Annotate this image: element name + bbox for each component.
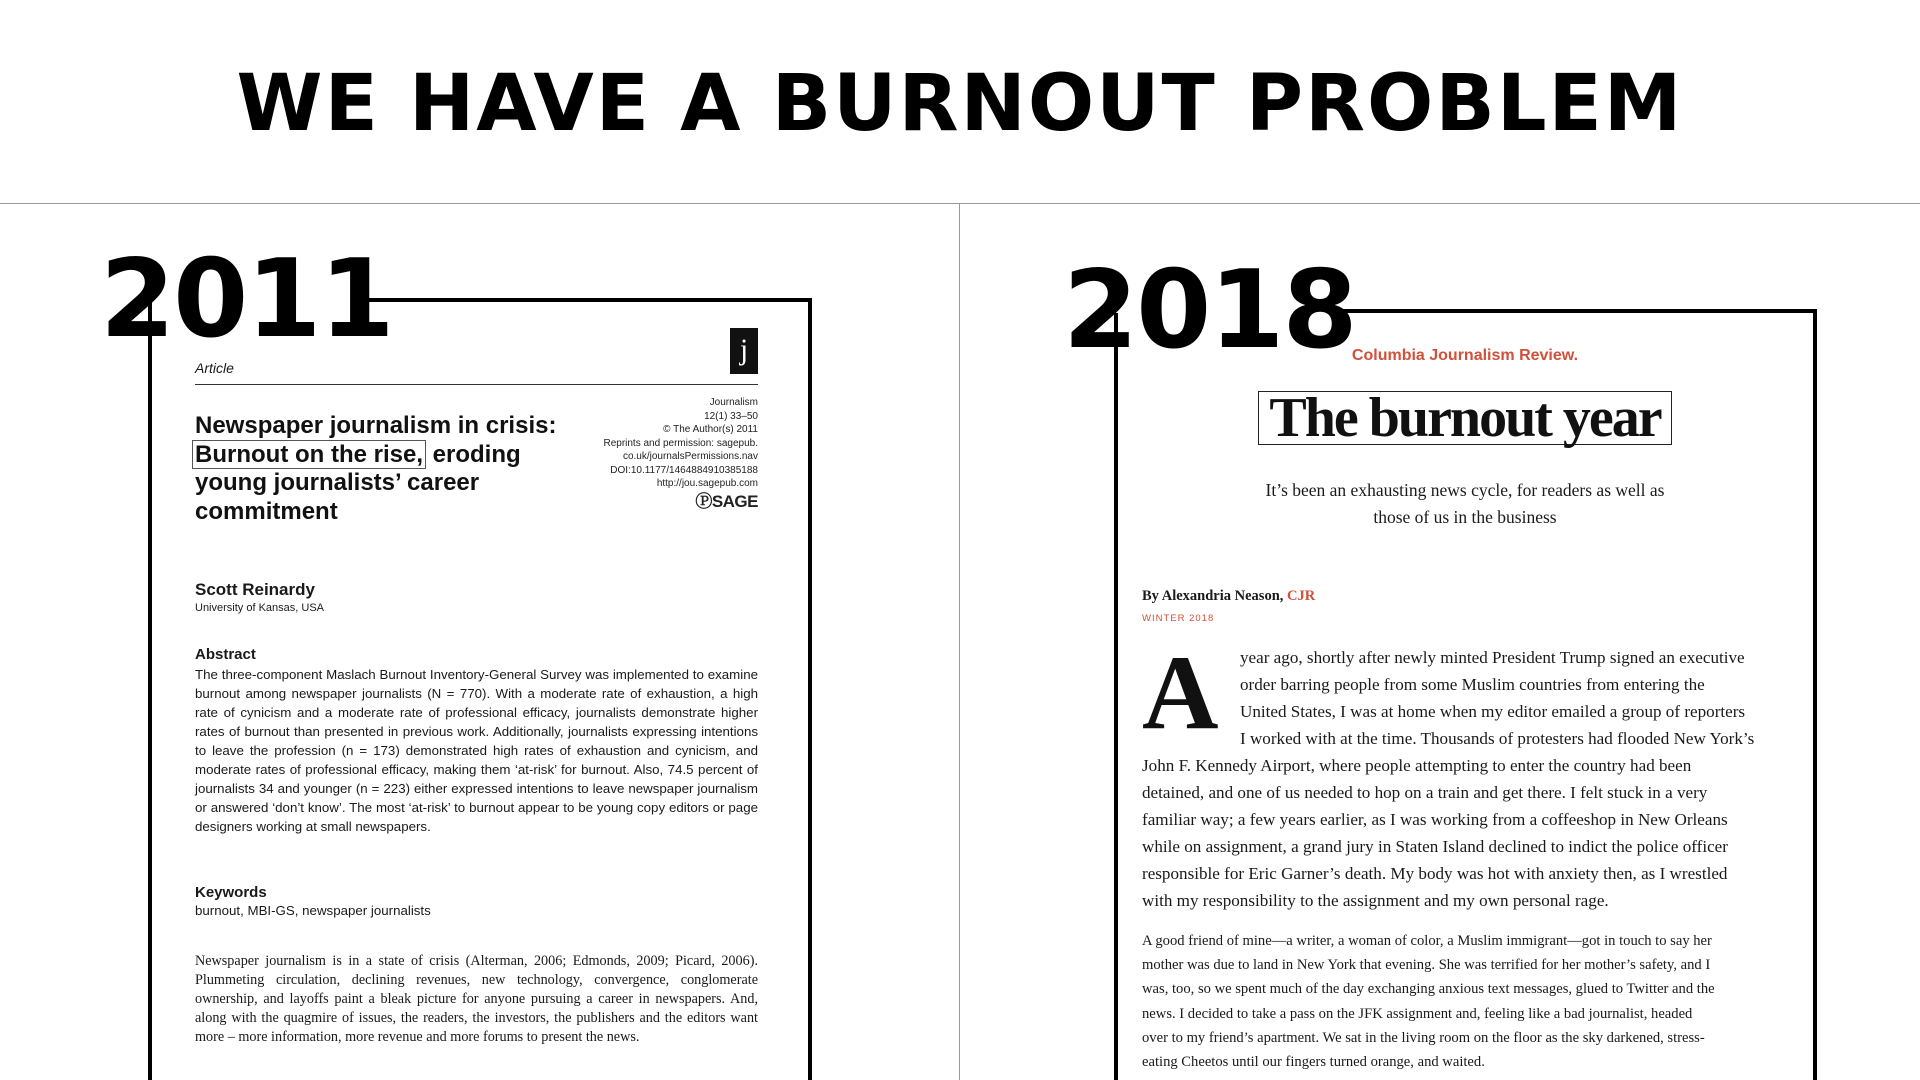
article-dek: It’s been an exhausting news cycle, for readers as well as those of us in the business xyxy=(1265,480,1665,527)
year-2011: 2011 xyxy=(100,237,393,362)
horizontal-divider xyxy=(0,203,1920,204)
byline xyxy=(1142,588,1315,605)
issue-date: WINTER 2018 xyxy=(1142,613,1215,624)
byline-author: By Alexandria Neason, xyxy=(1142,588,1288,604)
publisher-logo xyxy=(558,491,758,513)
paper-top-rule xyxy=(195,384,758,385)
body-line: familiar way; a few years earlier, as I was working from a coffeeshop in New Orleans xyxy=(1142,810,1728,829)
body-line: year ago, shortly after newly minted President Trump signed an executive xyxy=(1240,648,1745,667)
body-line: detained, and one of us needed to hop on a train and get there. I felt stuck in a very xyxy=(1142,783,1708,802)
body-line: eating Cheetos until our fingers turned orange, and waited. xyxy=(1142,1054,1485,1071)
body-line: I worked with at the time. Thousands of protesters had flooded New York’s xyxy=(1240,729,1755,748)
body-line: John F. Kennedy Airport, where people attempting to enter the country had been xyxy=(1142,756,1692,775)
title-line: commitment xyxy=(195,497,338,525)
meta-line: Reprints and permission: sagepub. xyxy=(603,437,758,449)
title-line: eroding xyxy=(426,440,521,468)
drop-cap: A xyxy=(1142,634,1219,751)
body-line: was, too, so we spent much of the day exchanging anxious text messages, glued to Twitter and the xyxy=(1142,981,1715,998)
paragraph-1 xyxy=(1142,634,1788,914)
body-line: mother was due to land in New York that evening. She was terrified for her mother’s safety, and I xyxy=(1142,957,1711,974)
meta-line: Journalism xyxy=(709,397,758,408)
meta-line: http://jou.sagepub.com xyxy=(656,478,758,489)
publisher-name: SAGE xyxy=(711,491,758,511)
author-name: Scott Reinardy xyxy=(195,580,315,599)
meta-line: © The Author(s) 2011 xyxy=(663,424,758,435)
title-line: Newspaper journalism in crisis: xyxy=(195,412,557,439)
keywords-heading: Keywords xyxy=(195,884,267,901)
body-line: responsible for Eric Garner’s death. My body was hot with anxiety then, as I wrestled xyxy=(1142,864,1728,883)
author-affiliation: University of Kansas, USA xyxy=(195,602,324,614)
journal-meta xyxy=(558,396,758,513)
vertical-divider xyxy=(959,204,960,1080)
sage-icon: Ⓟ xyxy=(695,491,712,511)
year-2018: 2018 xyxy=(1063,248,1356,373)
body-line: A good friend of mine—a writer, a woman of color, a Muslim immigrant—got in touch to say her xyxy=(1142,933,1712,949)
article-label: Article xyxy=(195,360,234,376)
body-line: over to my friend’s apartment. We sat in the living room on the floor as the sky darkened, stress- xyxy=(1142,1029,1705,1046)
body-line: news. I decided to take a pass on the JFK assignment and, feeling like a bad journalist, headed xyxy=(1142,1005,1693,1022)
paper-title xyxy=(195,412,585,526)
byline-outlet: CJR xyxy=(1287,588,1316,604)
meta-line: co.uk/journalsPermissions.nav xyxy=(622,451,758,462)
title-highlight: Burnout on the rise, xyxy=(192,440,426,469)
journal-logo: j xyxy=(730,328,758,374)
body-line: while on assignment, a grand jury in Staten Island declined to indict the police officer xyxy=(1142,837,1728,856)
abstract-body: The three-component Maslach Burnout Inventory-General Survey was implemented to examine burnout among newspaper journalists (N = 770). With a moderate rate of exhaustion, a high rate of cynicism and a moderate rate of professional efficacy, journalists demonstrate higher rates of burnout than presented in previous work. Additionally, journalists expressing intentions to leave the profession (n = 173) demonstrated high rates of exhaustion and cynicism, and moderate rates of professional efficacy, making them ‘at-risk’ for burnout. Also, 74.5 percent of journalists 34 and younger (n = 223) either expressed intentions to leave newspaper journalism or answered ‘don’t know’. The most ‘at-risk’ to burnout appear to be young copy editors or page designers working at small newspapers. xyxy=(195,667,758,834)
abstract-heading: Abstract xyxy=(195,646,256,663)
body-line: with my responsibility to the assignment and my own personal rage. xyxy=(1142,891,1609,910)
masthead: Columbia Journalism Review. xyxy=(1351,347,1579,364)
body-line: order barring people from some Muslim countries from entering the xyxy=(1240,675,1705,694)
body-line: United States, I was at home when my editor emailed a group of reporters xyxy=(1240,702,1746,721)
article-title: The burnout year xyxy=(1258,391,1671,445)
meta-line: DOI:10.1177/1464884910385188 xyxy=(610,464,758,476)
keywords-body: burnout, MBI-GS, newspaper journalists xyxy=(195,903,431,918)
slide-headline: WE HAVE A BURNOUT PROBLEM xyxy=(236,59,1684,149)
intro-paragraph: Newspaper journalism is in a state of crisis (Alterman, 2006; Edmonds, 2009; Picard, 2006). Plummeting circulation, declining revenues, new technology, convergence, conglomerate ownership, and layoffs paint a bleak picture for anyone pursuing a career in newspapers. And, along with the quagmire of issues, the readers, the investors, the publishers and the editors want more – more information, more revenue and more forums to present the news. xyxy=(195,953,758,1045)
meta-line: 12(1) 33–50 xyxy=(704,410,758,422)
paragraph-2 xyxy=(1142,929,1788,1074)
title-line: young journalists’ career xyxy=(195,469,480,496)
